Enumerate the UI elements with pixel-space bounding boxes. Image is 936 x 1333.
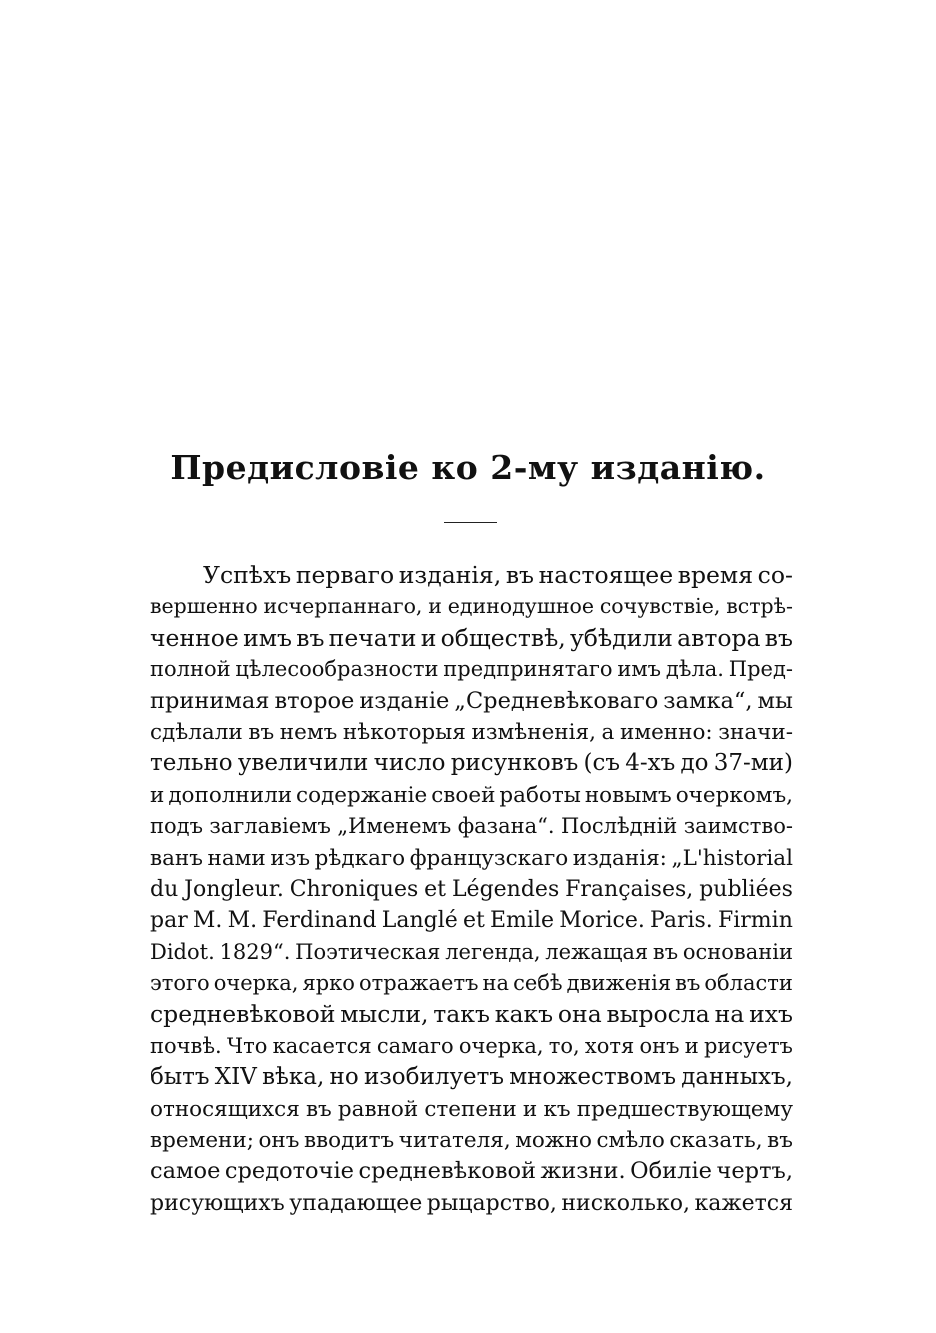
text-line: ченное имъ въ печати и обществѣ, убѣдили автора въ [150, 623, 793, 652]
text-line: почвѣ. Что касается самаго очерка, то, хотя онъ и рисуетъ [150, 1033, 793, 1058]
text-line: ванъ нами изъ рѣдкаго французскаго изданія: „L'historial [150, 845, 793, 871]
text-line: Didot. 1829“. Поэтическая легенда, лежащая въ основаніи [150, 939, 793, 964]
text-line: средневѣковой мысли, такъ какъ она выросла на ихъ [150, 1000, 793, 1029]
text-line: самое средоточіе средневѣковой жизни. Обиліе чертъ, [150, 1158, 793, 1185]
text-line: и дополнили содержаніе своей работы новымъ очеркомъ, [150, 782, 793, 808]
title-divider [444, 522, 497, 523]
text-line: полной цѣлесообразности предпринятаго имъ дѣла. Пред- [150, 657, 793, 682]
text-line: подъ заглавіемъ „Именемъ фазана“. Послѣдній заимство- [150, 814, 793, 839]
text-line: этого очерка, ярко отражаетъ на себѣ движенія въ области [150, 971, 793, 996]
text-line: рисующихъ упадающее рыцарство, нисколько, кажется [150, 1190, 793, 1216]
preface-paragraph [150, 560, 793, 1219]
text-line: Успѣхъ перваго изданія, въ настоящее время со- [203, 561, 793, 589]
text-line: принимая второе изданіе „Средневѣковаго замка“, мы [150, 687, 793, 714]
preface-title: Предисловіе ко 2-му изданію. [170, 448, 766, 487]
text-line: тельно увеличили число рисунковъ (съ 4-хъ до 37-ми) [150, 750, 793, 777]
text-line: относящихся въ равной степени и къ предшествующему [150, 1096, 793, 1122]
text-line: вершенно исчерпаннаго, и единодушное сочувствіе, встрѣ- [150, 594, 793, 619]
text-line: par M. M. Ferdinand Langlé et Emile Morice. Paris. Firmin [150, 908, 793, 934]
text-line: времени; онъ вводитъ читателя, можно смѣло сказать, въ [150, 1128, 793, 1154]
text-line: бытъ XIV вѣка, но изобилуетъ множествомъ данныхъ, [150, 1064, 793, 1091]
text-line: du Jongleur. Chroniques et Légendes Françaises, publiées [150, 876, 793, 902]
text-line: сдѣлали въ немъ нѣкоторыя измѣненія, а именно: значи- [150, 719, 793, 745]
